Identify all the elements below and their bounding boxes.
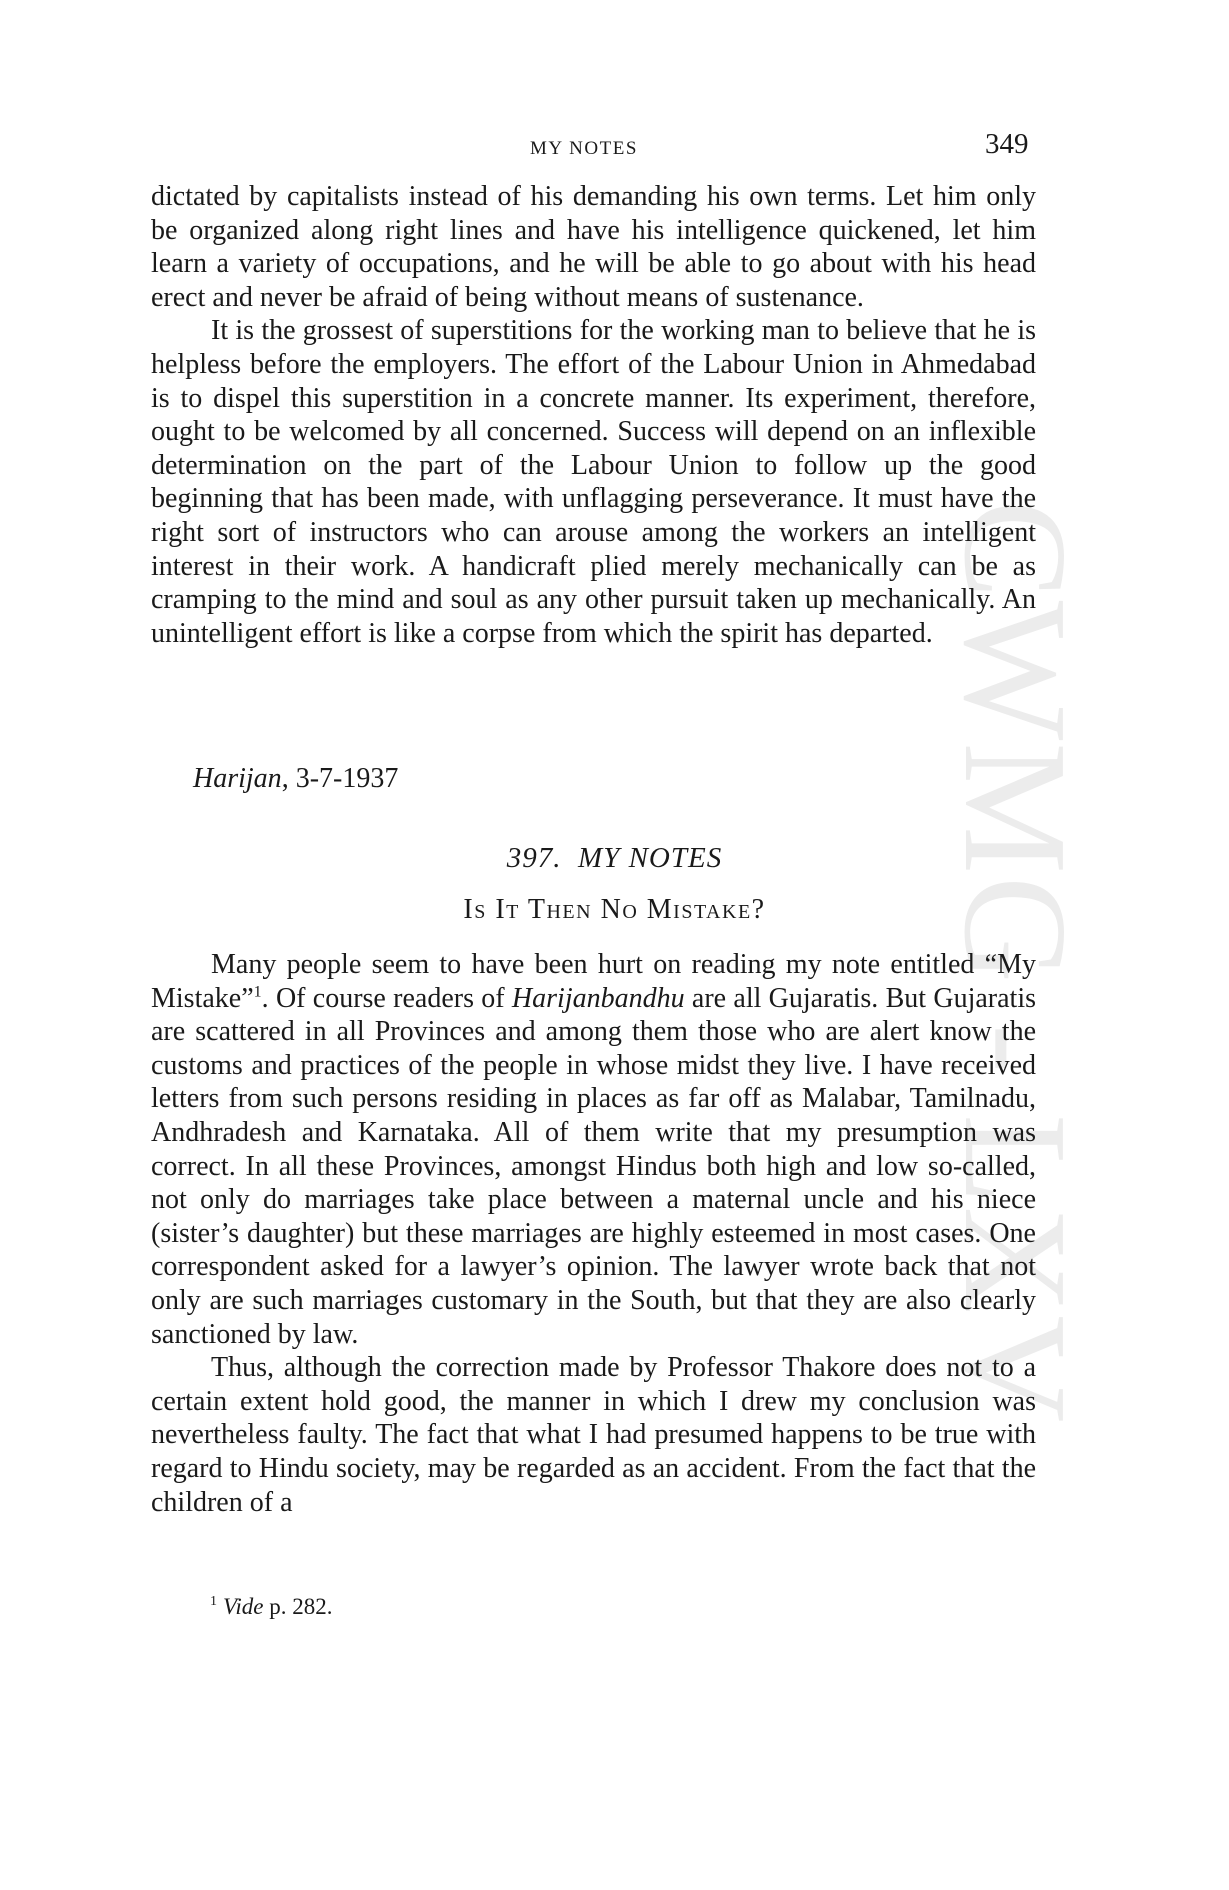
article-number: 397. (506, 842, 562, 874)
previous-article-body (151, 180, 1036, 650)
footnote-marker: 1 (210, 1594, 217, 1610)
source-journal: Harijan (193, 763, 282, 794)
footnote-reference: 1 (253, 983, 262, 1001)
journal-title: Harijanbandhu (511, 982, 685, 1014)
paragraph-text: are all Gujaratis. But Gujaratis are scattered in all Provinces and among them those who are alert know the customs and practices of the people in whose midst they live. I have received letters from such persons residing in places as far off as Malabar, Tamilnadu, Andhradesh and Karnataka. All of them write that my presumption was correct. In all these Provinces, amongst Hindus both high and low so-called, not only do marriages take place between a maternal uncle and his niece (sister’s daughter) but these marriages are highly esteemed in most cases. One correspondent asked for a lawyer’s opinion. The lawyer wrote back that not only are such marriages customary in the South, but that they are also clearly sanctioned by law. (151, 982, 1037, 1350)
running-head: MY NOTES (530, 138, 638, 159)
source-date: , 3-7-1937 (281, 763, 399, 794)
paragraph: Thus, although the correction made by Professor Thakore does not to a certain extent hold good, the manner in which I drew my conclusion was nevertheless faulty. The fact that what I had presumed happens to be true with regard to Hindu society, may be regarded as an accident. From the fact that the children of a (151, 1352, 1036, 1518)
article-heading (0, 842, 1229, 875)
footnote-text: p. 282. (263, 1594, 333, 1619)
section-heading: Is It Then No Mistake? (463, 894, 766, 925)
watermark-text: CWMG - LXV (933, 500, 1097, 1425)
article-title: MY NOTES (578, 842, 723, 874)
paragraph: dictated by capitalists instead of his demanding his own terms. Let him only be organized along right lines and have his intelligence quickened, let him learn a variety of occupations, and he will be able to go about with his head erect and never be afraid of being without means of sustenance. (151, 181, 1036, 313)
source-citation (193, 763, 398, 795)
paragraph-text: Many people seem to have been hurt on reading my note entitled “My Mistake” (151, 949, 1036, 1014)
paragraph: It is the grossest of superstitions for the working man to believe that he is helpless before the employers. The effort of the Labour Union in Ahmedabad is to dispel this superstition in a concrete manner. Its experiment, therefore, ought to be welcomed by all concerned. Success will depend on an inflexible determination on the part of the Labour Union to follow up the good beginning that has been made, with unflagging perseverance. It must have the right sort of instructors who can arouse among the workers an intelligent interest in their work. A handicraft plied merely mechanically can be as cramping to the mind and soul as any other pursuit taken up mechanically. An unintelligent effort is like a corpse from which the spirit has departed. (151, 315, 1036, 649)
page-number: 349 (985, 128, 1029, 160)
footnote (210, 1594, 332, 1620)
paragraph (151, 948, 1036, 1351)
footnote-italic: Vide (223, 1594, 264, 1619)
article-body (151, 948, 1036, 1519)
paragraph-text: . Of course readers of (261, 982, 512, 1014)
